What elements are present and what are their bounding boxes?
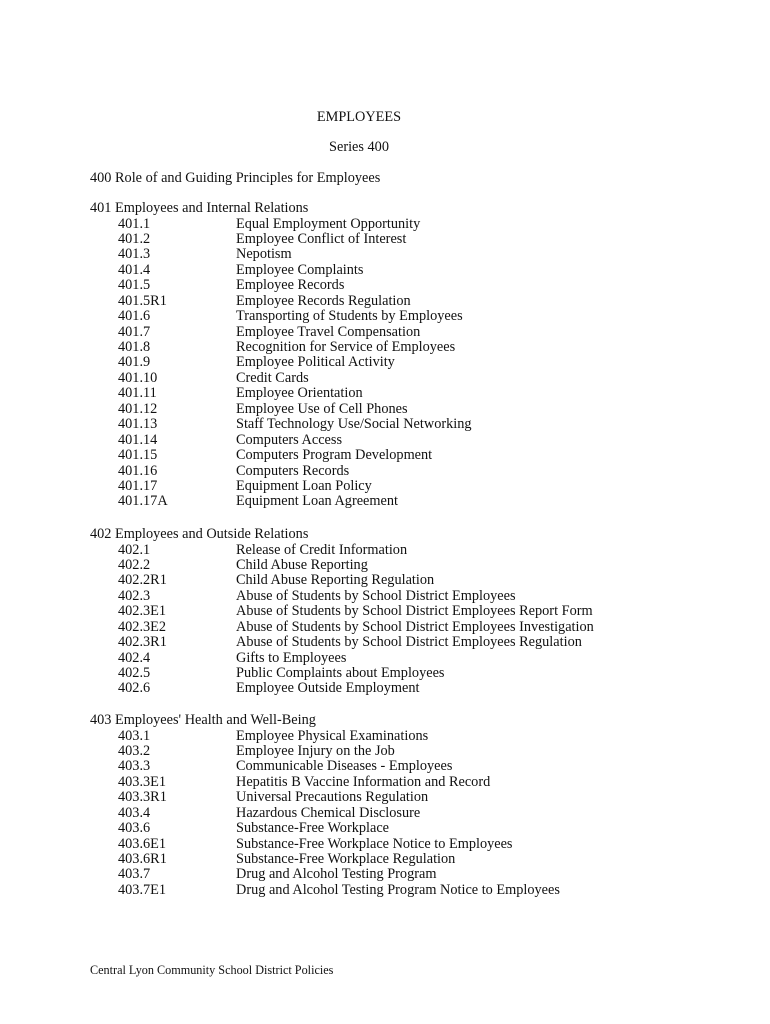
policy-entry: [90, 635, 740, 650]
policy-title: Hazardous Chemical Disclosure: [236, 804, 421, 821]
policy-title: Employee Complaints: [236, 261, 364, 278]
policy-entry: [90, 837, 740, 852]
policy-entry: [90, 867, 740, 882]
policy-number: 403.6R1: [118, 851, 167, 867]
policy-entry: [90, 371, 740, 386]
policy-title: Nepotism: [236, 246, 292, 263]
policy-number: 403.2: [118, 742, 151, 759]
policy-entry: [90, 402, 740, 417]
policy-title: Equal Employment Opportunity: [236, 215, 421, 232]
policy-title: Drug and Alcohol Testing Program: [236, 866, 437, 883]
policy-number: 401.7: [118, 323, 151, 340]
policy-title: Transporting of Students by Employees: [236, 308, 463, 325]
policy-entry: [90, 355, 740, 370]
policy-entry: [90, 340, 740, 355]
section-heading: 401 Employees and Internal Relations: [90, 200, 309, 216]
policy-entry: [90, 294, 740, 309]
policy-title: Substance-Free Workplace: [236, 820, 390, 837]
policy-entry: [90, 543, 740, 558]
policy-number: 402.1: [118, 541, 151, 558]
policy-entry: [90, 759, 740, 774]
policy-entry: [90, 790, 740, 805]
policy-number: 402.2R1: [118, 572, 167, 589]
policy-entry: [90, 666, 740, 681]
policy-entry: [90, 806, 740, 821]
policy-title: Substance-Free Workplace Notice to Employees: [236, 835, 513, 852]
policy-section: [90, 201, 740, 510]
policy-number: 403.7: [118, 866, 151, 883]
policy-title: Computers Program Development: [236, 447, 433, 464]
policy-section: [90, 713, 740, 898]
policy-number: 401.10: [118, 369, 158, 386]
policy-number: 402.5: [118, 665, 151, 681]
policy-title: Abuse of Students by School District Employees Report Form: [236, 603, 593, 620]
policy-title: Abuse of Students by School District Employees Investigation: [236, 618, 594, 635]
policy-entry: [90, 558, 740, 573]
policy-entry: [90, 325, 740, 340]
policy-entry: [90, 620, 740, 635]
policy-title: Abuse of Students by School District Employees: [236, 587, 516, 604]
policy-entry: [90, 417, 740, 432]
policy-title: Employee Injury on the Job: [236, 742, 395, 759]
policy-number: 401.9: [118, 354, 151, 371]
section-heading: 403 Employees' Health and Well-Being: [90, 712, 316, 728]
policy-number: 401.15: [118, 447, 158, 464]
policy-title: Staff Technology Use/Social Networking: [236, 416, 472, 433]
policy-number: 401.11: [118, 385, 157, 402]
policy-number: 402.3E1: [118, 603, 167, 620]
page-footer: Central Lyon Community School District Policies: [90, 963, 334, 977]
section-heading: 402 Employees and Outside Relations: [90, 526, 309, 542]
policy-title: Release of Credit Information: [236, 541, 408, 558]
policy-number: 401.14: [118, 431, 158, 448]
policy-title: Drug and Alcohol Testing Program Notice to Employees: [236, 881, 560, 898]
policy-number: 401.8: [118, 339, 151, 355]
policy-number: 402.3R1: [118, 634, 167, 651]
policy-title: Employee Travel Compensation: [236, 323, 421, 340]
policy-entry: [90, 232, 740, 247]
policy-entry: [90, 448, 740, 463]
policy-number: 401.5: [118, 277, 151, 294]
policy-entry: [90, 217, 740, 232]
policy-entry: [90, 744, 740, 759]
policy-title: Credit Cards: [236, 369, 309, 386]
policy-title: Employee Use of Cell Phones: [236, 400, 408, 417]
policy-title: Recognition for Service of Employees: [236, 339, 456, 355]
policy-number: 403.3R1: [118, 789, 167, 806]
policy-number: 401.1: [118, 215, 151, 232]
policy-section: [90, 527, 740, 697]
policy-number: 401.13: [118, 416, 158, 433]
policy-number: 401.2: [118, 230, 151, 247]
policy-entry: [90, 247, 740, 262]
policy-number: 402.3: [118, 587, 151, 604]
policy-title: Equipment Loan Agreement: [236, 493, 398, 510]
policy-entry: [90, 681, 740, 696]
policy-entry: [90, 263, 740, 278]
policy-entry: [90, 278, 740, 293]
policy-number: 401.5R1: [118, 292, 167, 309]
policy-number: 402.2: [118, 556, 151, 573]
policy-title: Gifts to Employees: [236, 649, 347, 666]
policy-number: 403.4: [118, 804, 151, 821]
policy-number: 402.3E2: [118, 618, 167, 635]
policy-entry: [90, 494, 740, 509]
policy-entry: [90, 479, 740, 494]
policy-number: 402.6: [118, 680, 151, 697]
policy-title: Employee Records Regulation: [236, 292, 411, 309]
policy-number: 403.3E1: [118, 773, 167, 790]
policy-entry: [90, 309, 740, 324]
policy-number: 401.3: [118, 246, 151, 263]
policy-number: 401.12: [118, 400, 158, 417]
document-subtitle: Series 400: [329, 139, 389, 155]
policy-title: Employee Conflict of Interest: [236, 230, 407, 247]
policy-number: 403.1: [118, 727, 151, 744]
policy-number: 401.17: [118, 477, 158, 494]
policy-entry: [90, 573, 740, 588]
policy-entry: [90, 589, 740, 604]
policy-number: 401.16: [118, 462, 158, 479]
policy-title: Employee Orientation: [236, 385, 363, 402]
policy-number: 403.3: [118, 758, 151, 775]
policy-entry: [90, 729, 740, 744]
policy-entry: [90, 604, 740, 619]
policy-title: Computers Access: [236, 431, 343, 448]
policy-entry: [90, 821, 740, 836]
policy-title: Equipment Loan Policy: [236, 477, 372, 494]
policy-title: Abuse of Students by School District Employees Regulation: [236, 634, 582, 651]
policy-entry: [90, 883, 740, 898]
policy-title: Employee Outside Employment: [236, 680, 420, 697]
policy-entry: [90, 651, 740, 666]
policy-number: 403.7E1: [118, 881, 167, 898]
policy-number: 401.6: [118, 308, 151, 325]
policy-entry: [90, 775, 740, 790]
policy-number: 401.17A: [118, 493, 168, 510]
policy-title: Computers Records: [236, 462, 350, 479]
policy-title: Employee Records: [236, 277, 345, 294]
policy-entry: [90, 433, 740, 448]
policy-title: Substance-Free Workplace Regulation: [236, 851, 456, 867]
intro-line: 400 Role of and Guiding Principles for Employees: [90, 170, 381, 186]
policy-title: Child Abuse Reporting: [236, 556, 368, 573]
policy-number: 403.6E1: [118, 835, 167, 852]
policy-title: Universal Precautions Regulation: [236, 789, 429, 806]
policy-entry: [90, 852, 740, 867]
policy-title: Public Complaints about Employees: [236, 665, 445, 681]
policy-title: Employee Physical Examinations: [236, 727, 429, 744]
policy-title: Communicable Diseases - Employees: [236, 758, 453, 775]
policy-title: Child Abuse Reporting Regulation: [236, 572, 435, 589]
policy-number: 403.6: [118, 820, 151, 837]
policy-entry: [90, 386, 740, 401]
policy-title: Employee Political Activity: [236, 354, 395, 371]
document-title: EMPLOYEES: [316, 109, 402, 125]
policy-title: Hepatitis B Vaccine Information and Record: [236, 773, 491, 790]
policy-number: 402.4: [118, 649, 151, 666]
policy-number: 401.4: [118, 261, 151, 278]
policy-entry: [90, 464, 740, 479]
